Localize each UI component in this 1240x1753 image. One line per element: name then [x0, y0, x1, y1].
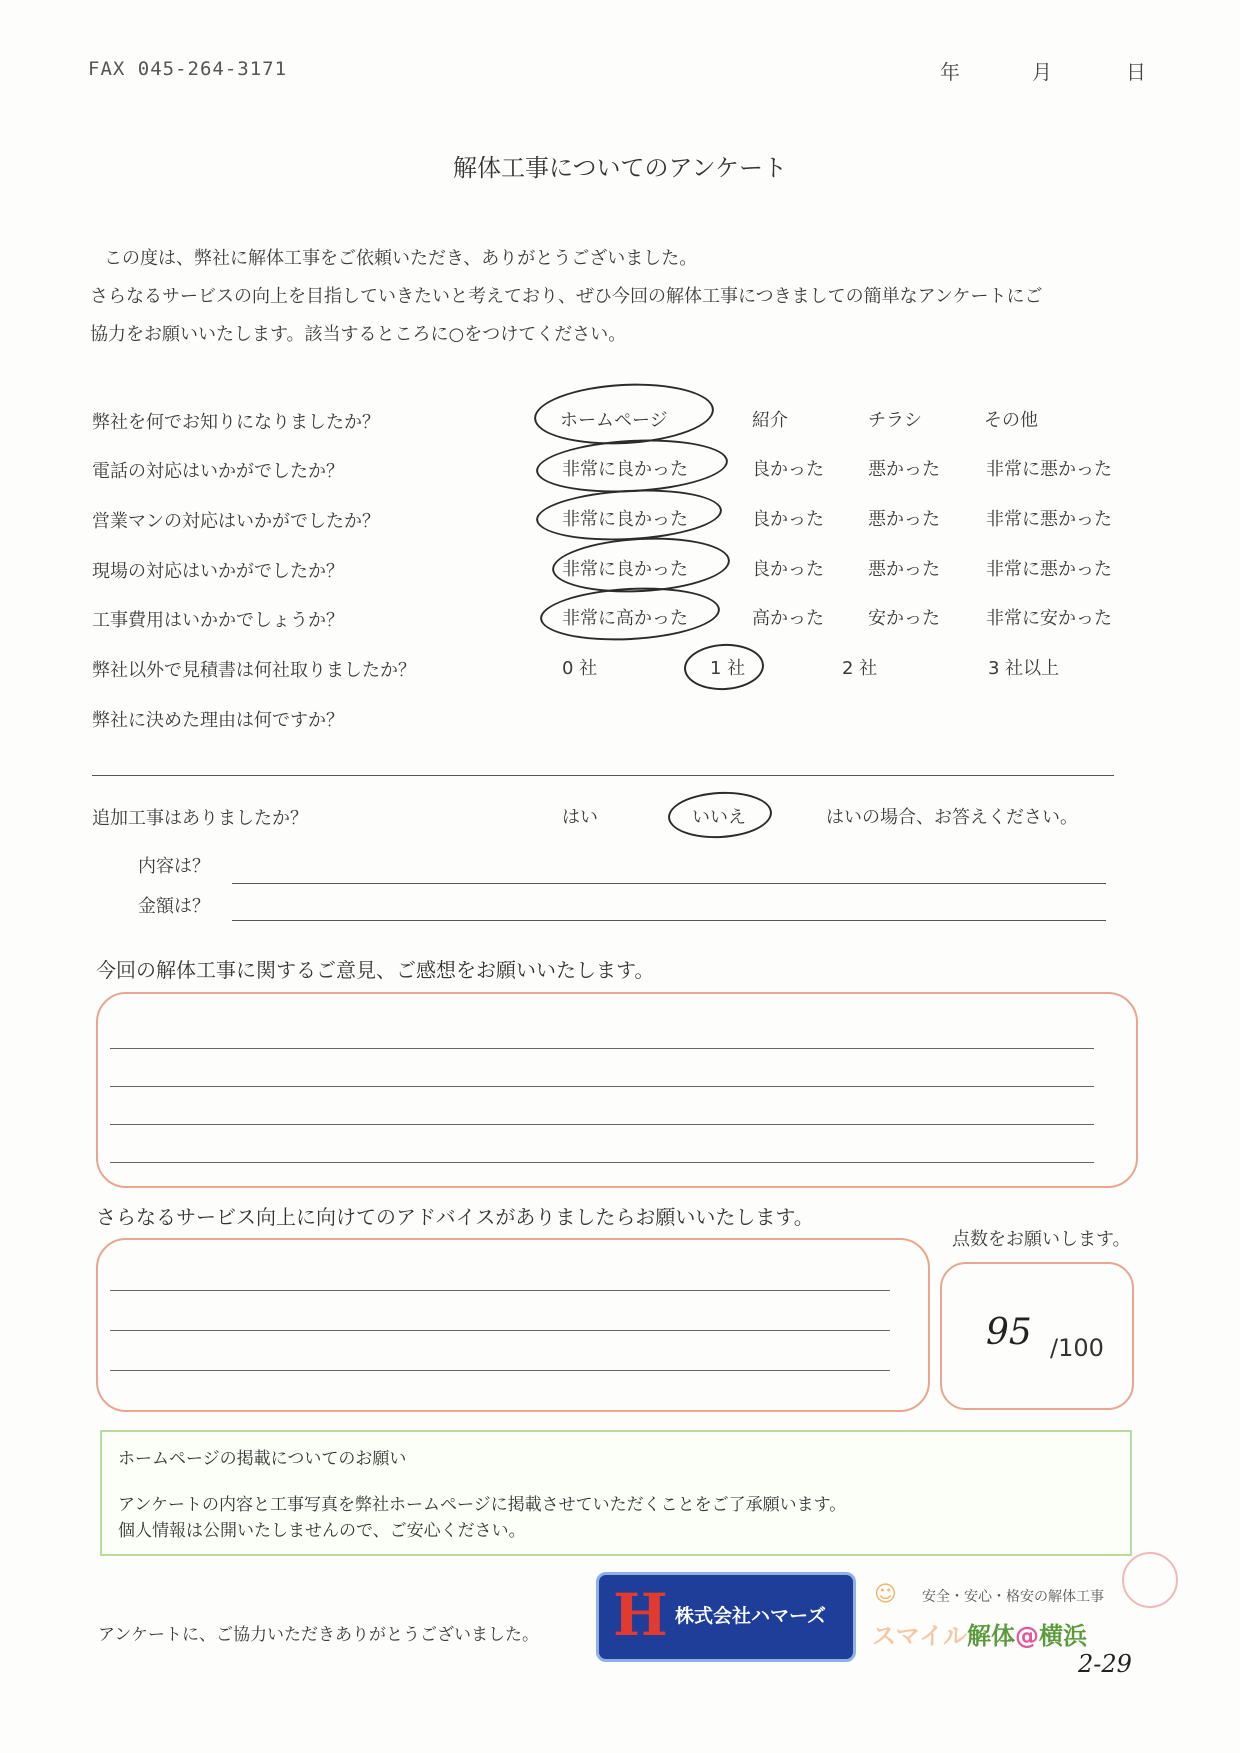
option-very-good[interactable]: 非常に良かった [562, 509, 688, 530]
company-logo [596, 1572, 856, 1662]
advice-box[interactable] [96, 1238, 930, 1412]
option-other[interactable]: その他 [984, 410, 1038, 431]
score-label: 点数をお願いします。 [952, 1229, 1131, 1250]
opinion-line [110, 1086, 1094, 1087]
opinion-heading: 今回の解体工事に関するご意見、ご感想をお願いいたします。 [96, 958, 655, 982]
page-title: 解体工事についてのアンケート [452, 154, 788, 182]
question-site: 現場の対応はいかがでしたか？ [92, 561, 344, 582]
amount-answer-line[interactable] [232, 920, 1106, 921]
option-referral[interactable]: 紹介 [752, 410, 788, 431]
notice-line-2: 個人情報は公開いたしませんので、ご安心ください。 [118, 1521, 526, 1541]
amount-label: 金額は？ [138, 896, 210, 917]
homepage-notice [100, 1430, 1132, 1556]
brand-name [872, 1616, 1087, 1651]
question-source: 弊社を何でお知りになりましたか？ [92, 412, 380, 433]
question-phone: 電話の対応はいかがでしたか？ [92, 461, 344, 482]
company-name: 株式会社ハマーズ [675, 1605, 827, 1627]
option-good[interactable]: 良かった [752, 459, 824, 480]
opinion-line [110, 1048, 1094, 1049]
option-very-bad[interactable]: 非常に悪かった [986, 459, 1112, 480]
opinion-line [110, 1162, 1094, 1163]
intro-line-1: この度は、弊社に解体工事をご依頼いただき、ありがとうございました。 [104, 248, 698, 269]
option-flyer[interactable]: チラシ [868, 410, 922, 431]
date-day-label: 日 [1126, 60, 1146, 84]
option-cheap[interactable]: 安かった [868, 608, 940, 629]
option-bad[interactable]: 悪かった [868, 559, 940, 580]
option-good[interactable]: 良かった [752, 559, 824, 580]
option-yes[interactable]: はい [562, 807, 598, 828]
closing-text: アンケートに、ご協力いただきありがとうございました。 [98, 1625, 539, 1645]
option-very-bad[interactable]: 非常に悪かった [986, 509, 1112, 530]
option-zero-companies[interactable]: 0 社 [562, 658, 598, 679]
advice-heading: さらなるサービス向上に向けてのアドバイスがありましたらお願いいたします。 [96, 1205, 814, 1229]
opinion-box[interactable] [96, 992, 1138, 1188]
intro-line-2: さらなるサービスの向上を目指していきたいと考えており、ぜひ今回の解体工事につきましての簡単なアンケートにご [90, 286, 1043, 307]
question-sales: 営業マンの対応はいかがでしたか？ [92, 511, 380, 532]
option-expensive[interactable]: 高かった [752, 608, 824, 629]
content-answer-line[interactable] [232, 883, 1106, 884]
question-additional: 追加工事はありましたか？ [92, 808, 308, 829]
notice-line-1: アンケートの内容と工事写真を弊社ホームページに掲載させていただくことをご了承願います。 [118, 1495, 847, 1515]
option-very-bad[interactable]: 非常に悪かった [986, 559, 1112, 580]
score-value: 95 [986, 1312, 1032, 1353]
score-max: /100 [1050, 1334, 1104, 1362]
smile-face-icon: ☺ [874, 1582, 897, 1607]
question-cost: 工事費用はいかかでしょうか？ [92, 610, 344, 631]
brand-part-2: 解体 [967, 1622, 1016, 1650]
brand-part-1: スマイル [872, 1622, 968, 1650]
score-box[interactable] [940, 1262, 1134, 1410]
logo-mark: H [613, 1581, 668, 1649]
reason-answer-line[interactable] [92, 775, 1114, 776]
opinion-line [110, 1124, 1094, 1125]
option-three-plus[interactable]: 3 社以上 [988, 658, 1060, 679]
company-tagline: 安全・安心・格安の解体工事 [922, 1589, 1104, 1605]
advice-line [110, 1290, 890, 1291]
notice-title: ホームページの掲載についてのお願い [118, 1449, 407, 1469]
option-one-company[interactable]: 1 社 [710, 658, 746, 679]
additional-note: はいの場合、お答えください。 [826, 807, 1078, 828]
option-good[interactable]: 良かった [752, 509, 824, 530]
handwritten-date: 2-29 [1078, 1650, 1132, 1678]
brand-part-3: 横浜 [1039, 1622, 1088, 1650]
option-very-good[interactable]: 非常に良かった [562, 559, 688, 580]
intro-line-3: 協力をお願いいたします。該当するところに○をつけてください。 [90, 324, 627, 345]
date-year-label: 年 [940, 60, 960, 84]
date-month-label: 月 [1032, 60, 1052, 84]
option-bad[interactable]: 悪かった [868, 509, 940, 530]
question-reason: 弊社に決めた理由は何ですか？ [92, 710, 344, 731]
fax-number: FAX 045-264-3171 [88, 58, 288, 80]
faint-stamp [1122, 1552, 1178, 1608]
option-very-expensive[interactable]: 非常に高かった [562, 608, 688, 629]
question-estimates: 弊社以外で見積書は何社取りましたか？ [92, 660, 416, 681]
content-label: 内容は？ [138, 856, 210, 877]
option-two-companies[interactable]: 2 社 [842, 658, 878, 679]
option-very-cheap[interactable]: 非常に安かった [986, 608, 1112, 629]
advice-line [110, 1370, 890, 1371]
option-bad[interactable]: 悪かった [868, 459, 940, 480]
option-no[interactable]: いいえ [692, 807, 746, 828]
option-very-good[interactable]: 非常に良かった [562, 459, 688, 480]
advice-line [110, 1330, 890, 1331]
brand-at: @ [1015, 1622, 1040, 1650]
option-homepage[interactable]: ホームページ [560, 410, 668, 431]
